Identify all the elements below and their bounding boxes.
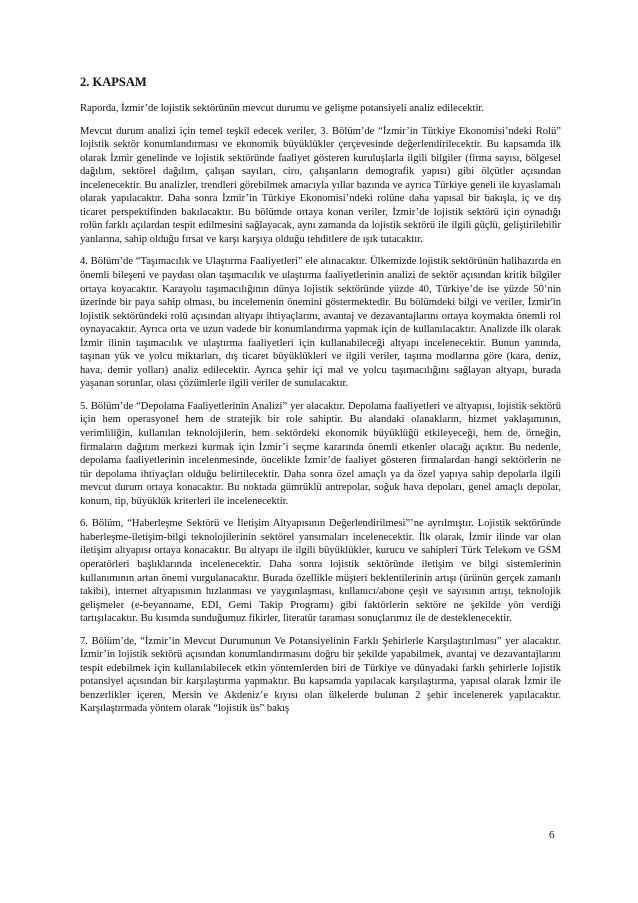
section-heading: 2. KAPSAM (80, 75, 147, 89)
paragraph-section-6: 6. Bölüm, “Haberleşme Sektörü ve İletişim Altyapısının Değerlendirilmesi”’ne ayrılmıştır. Lojistik sektöründe haberleşme-iletişim-bilgi teknolojilerinin sektörel yansımaları incelenecektir. İlk olarak, İzmir ilinde var olan iletişim altyapısı ortaya konacaktır. Bu altyapı ile ilgili büyüklükler, kurucu ve sahipleri Türk Telekom ve GSM operatörleri başlıklarında incelenecektir. Daha sonra lojistik sektöründe iletişim ve bilgi sistemlerinin kullanımının artan önemi vurgulanacaktır. Burada özellikle müşteri beklentilerinin artışı (ürünün gerçek zamanlı takibi), internet altyapısının hızlanması ve yaygınlaşması, kullanıcı/abone çeşit ve sayısının artışı, teknolojik gelişmeler (e-beyanname, EDI, Gemi Takip Programı) gibi faktörlerin sektöre ne şekilde yön verdiği tartışılacaktır. Bu kısımda sunduğumuz fikirler, literatür taraması sonuçlarımız ile de desteklenecektir. (80, 518, 561, 625)
page-number: 6 (549, 829, 555, 841)
paragraph-section-7: 7. Bölüm’de, “İzmir’in Mevcut Durumunun Ve Potansiyelinin Farklı Şehirlerle Karşılaştırılması” yer alacaktır. İzmir’in lojistik sektörü açısından konumlandırmasını doğru bir şekilde yapabilmek, avantaj ve dezavantajlarını tespit edebilmek için kullanılabilecek etkin yöntemlerden biri de Türkiye ve dünyadaki farklı şehirlerle lojistik potansiyel açısından bir karşılaştırma yapmaktır. Bu kapsamda yapılacak karşılaştırma, yapısal olarak İzmir ile benzerlikler içeren, Mersin ve Akdeniz’e kıyısı olan ülkelerde bulunan 2 şehir incelenerek yapılacaktır. Karşılaştırmada yöntem olarak “lojistik üs” bakış (80, 635, 561, 715)
paragraph-intro: Raporda, İzmir’de lojistik sektörünün mevcut durumu ve gelişme potansiyeli analiz edilecektir. (80, 103, 485, 114)
paragraph-section-3: Mevcut durum analizi için temel teşkil edecek veriler, 3. Bölüm’de “İzmir’in Türkiye Ekonomisi’ndeki Rolü” lojistik sektör konumlandırması ve ekonomik büyüklükler çerçevesinde değerlendirilecektir. Bu kapsamda ilk olarak İzmir genelinde ve lojistik sektöründe faaliyet gösteren kuruluşlarla ilgili bilgiler (firma sayısı, bölgesel dağılım, sektörel dağılım, çalışan sayıları, ciro, çalışanların demografik yapısı) gibi ölçütler açısından incelenecektir. Bu analizler, trendleri görebilmek amacıyla yıllar bazında ve ayrıca Türkiye geneli ile kıyaslamalı olarak yapılacaktır. Daha sonra İzmir’in Türkiye Ekonomisi’ndeki rolüne daha yapısal bir bakışla, iç ve dış ticaret perspektifinden bakılacaktır. Bu bölümde ortaya konan veriler, İzmir’de lojistik sektörü için oynadığı rolün farklı açılardan tespit edilmesini sağlayacak, aynı zamanda da lojistik sektörü ile ilgili güçlü, geliştirilebilir yanlarına, sahip olduğu fırsat ve karşı karşıya olduğu tehditlere de ışık tutacaktır. (80, 125, 561, 245)
paragraph-section-4: 4. Bölüm’de “Taşımacılık ve Ulaştırma Faaliyetleri” ele alınacaktır. Ülkemizde lojistik sektörünün halihazırda en önemli bileşeni ve paydası olan taşımacılık ve ulaştırma faaliyetlerinin analizi de sektör açısından kritik bilgiler ortaya koyacaktır. Karayolu taşımacılığının dünya lojistik sektöründe yüzde 40, Türkiye’de ise yüzde 50’nin üzerinde bir paya sahip olması, bu incelemenin önemini göstermektedir. Bu bölümdeki bilgi ve veriler, İzmir'in lojistik sektöründeki rolü açısından altyapı ihtiyaçlarını, avantaj ve dezavantajlarını ortaya koymakta önemli rol oynayacaktır. Ayrıca orta ve uzun vadede bir konumlandırma yapmak için de kullanılacaktır. Analizde ilk olarak İzmir ilinin taşımacılık ve ulaştırma faaliyetleri için kullanabileceği altyapı incelenecektir. Bunun yanında, taşınan yük ve yolcu miktarları, dış ticaret büyüklükleri ve ilgili veriler, taşıma modlarına göre (kara, deniz, hava, demir yolları) analiz edilecektir. Ayrıca şehir içi mal ve yolcu taşımacılığını sağlayan altyapı, burada yaşanan sorunlar, olası çözümlerle ilgili veriler de sunulacaktır. (80, 256, 561, 390)
document-page (80, 74, 561, 725)
paragraph-section-5: 5. Bölüm’de “Depolama Faaliyetlerinin Analizi” yer alacaktır. Depolama faaliyetleri ve altyapısı, lojistik sektörü için hem operasyonel hem de stratejik bir role sahiptir. Bu alandaki olanakların, hizmet yaklaşımının, verimliliğin, kullanılan teknolojilerin, hem sektördeki ekonomik büyüklüğü etkileyeceği, hem de, örneğin, firmaların dağıtım merkezi kurmak için İzmir’i seçme kararında önemli etkenler olacağı açıktır. Bu nedenle, depolama faaliyetlerinin incelenmesinde, öncelikle İzmir’de faaliyet gösteren firmalardan hangi sektörlerin ne tür depolama ihtiyaçları olduğu belirtilecektir. Daha sonra özel amaçlı ya da özel yapıya sahip depolarla ilgili mevcut durum ortaya konacaktır. Bu noktada gümrüklü antrepolar, soğuk hava depoları, genel amaçlı depolar, konum, tip, büyüklük kriterleri ile incelenecektir. (80, 400, 561, 507)
